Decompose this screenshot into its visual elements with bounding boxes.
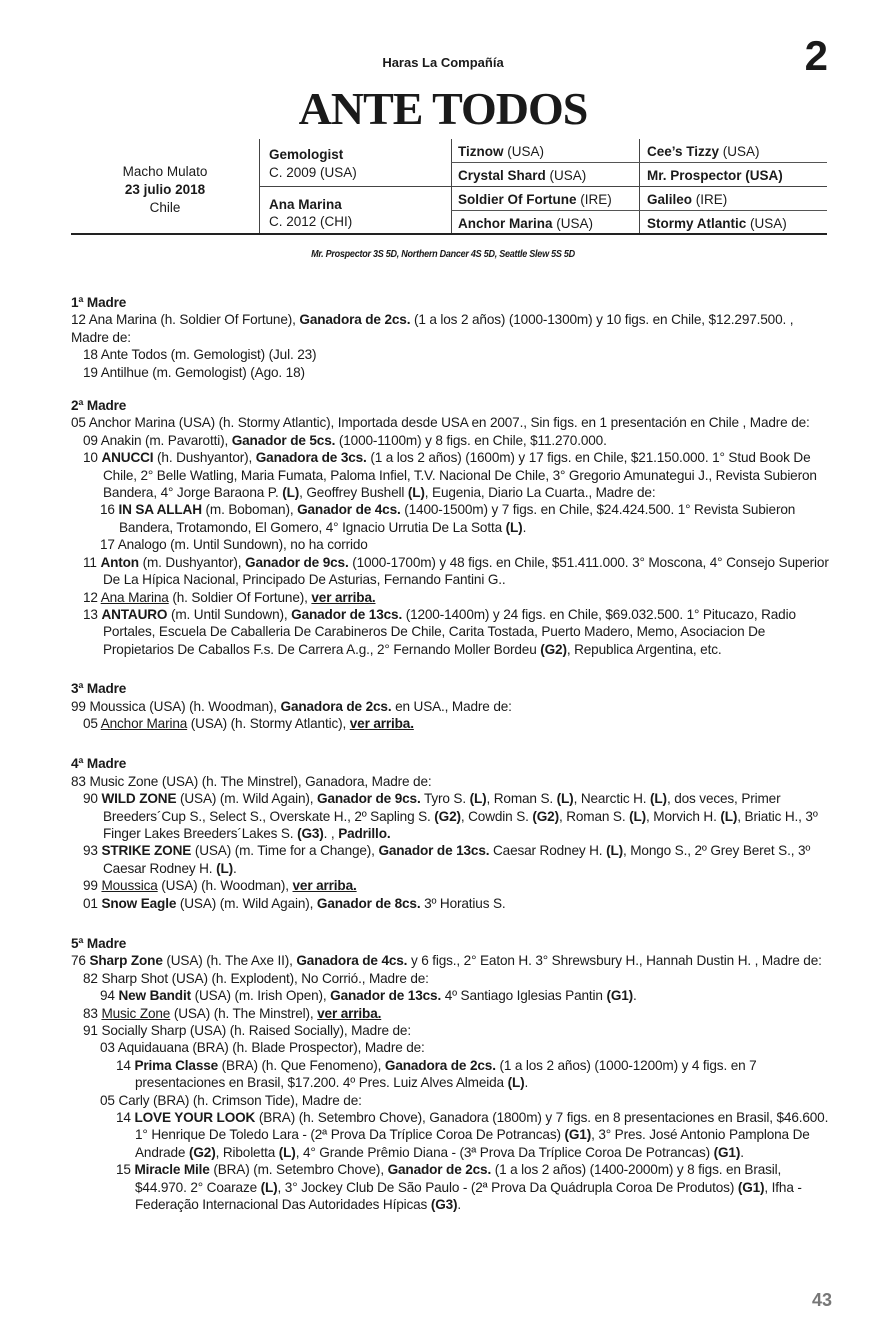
second-dam-section: 2ª Madre 05 Anchor Marina (USA) (h. Stormy Atlantic), Importada desde USA en 2007., Sin figs. en 1 presentación en Chile , Madre de: 09 Anakin (m. Pavarotti), Ganador de 5cs. (1000-1100m) y 8 figs. en Chile, $11.270.000. 10 ANUCCI (h. Dushyantor), Ganadora de 3cs. (1 a los 2 años) (1600m) y 17 figs. en Chile, $21.150.000. 1° Stud Book De Chile, 2° Belle Watling, Maria Fumata, Paloma Infiel, T.V. Nacional De Chile, 3° Gregorio Amunategui J., Revista Subieron Bandera, 4° Jorge Baraona P. (L), Geoffrey Bushell (L), Eugenia, Diario La Cuarta., Madre de: 16 IN SA ALLAH (m. Boboman), Ganador de 4cs. (1400-1500m) y 7 figs. en Chile, $24.424.500. 1° Revista Subieron Bandera, Trotamondo, El Gomero, 4° Ignacio Urrutia De La Sotta (L). 17 Analogo (m. Until Sundown), no ha corrido 11 Anton (m. Dushyantor), Ganador de 9cs. (1000-1700m) y 48 figs. en Chile, $51.411.000. 3° Moscona, 4° Consejo Superior De La Hípica Nacional, Principado De Asturias, Fernando Fantini G.. 12 Ana Marina (h. Soldier Of Fortune), ver arriba. 13 ANTAURO (m. Until Sundown), Ganador de 13cs. (1200-1400m) y 24 figs. en Chile, $69.032.500. 1° Pitucazo, Radio Portales, Escuela De Caballeria De Carabineros De Chile, Carita Tostada, Puerto Madero, Memo, Asociacion De Propietarios De Caballos F.s. De Carrera A.g., 2° Fernando Moller Bordeu (G2), Republica Argentina, etc. (71, 398, 829, 657)
produce-record (71, 294, 831, 1230)
pedigree-table: Macho Mulato 23 julio 2018 Chile Gemologist C. 2009 (USA) Ana Marina C. 2012 (CHI) Tiznow (USA) Crystal Shard (USA) Soldier Of Fortune (IRE) Anchor Marina (USA) Cee’s Tizzy (USA) Mr. Prospector (USA) Galileo (IRE) Stormy Atlantic (USA) (71, 139, 827, 235)
breeder-name: Haras La Compañía (382, 55, 504, 70)
page-number: 43 (811, 1290, 832, 1310)
subject-info: Macho Mulato 23 julio 2018 Chile (122, 164, 208, 215)
third-dam-section: 3ª Madre 99 Moussica (USA) (h. Woodman), Ganadora de 2cs. en USA., Madre de: 05 Anchor Marina (USA) (h. Stormy Atlantic), ver arriba. (71, 681, 512, 731)
fourth-dam-section: 4ª Madre 83 Music Zone (USA) (h. The Minstrel), Ganadora, Madre de: 90 WILD ZONE (USA) (m. Wild Again), Ganador de 9cs. Tyro S. (L), Roman S. (L), Nearctic H. (L), dos veces, Primer Breeders´Cup S., Select S., Overskate H., 2º Sapling S. (G2), Cowdin S. (G2), Roman S. (L), Morvich H. (L), Briatic H., 3º Finger Lakes Breeders´Lakes S. (G3). , Padrillo. 93 STRIKE ZONE (USA) (m. Time for a Change), Ganador de 13cs. Caesar Rodney H. (L), Mongo S., 2º Grey Beret S., 3º Caesar Rodney H. (L). 99 Moussica (USA) (h. Woodman), ver arriba. 01 Snow Eagle (USA) (m. Wild Again), Ganador de 8cs. 3º Horatius S. (71, 756, 818, 911)
first-dam-section: 1ª Madre 12 Ana Marina (h. Soldier Of Fortune), Ganadora de 2cs. (1 a los 2 años) (1000-1300m) y 10 figs. en Chile, $12.297.500. , Madre de: 18 Ante Todos (m. Gemologist) (Jul. 23) 19 Antilhue (m. Gemologist) (Ago. 18) (71, 295, 794, 380)
lot-number: 2 (804, 32, 828, 79)
sire-name: Gemologist (269, 147, 344, 162)
inbreeding-crosses: Mr. Prospector 3S 5D, Northern Dancer 4S 5D, Seattle Slew 5S 5D (311, 248, 575, 260)
sire-info: C. 2009 (USA) (269, 165, 357, 180)
dam-info: C. 2012 (CHI) (269, 214, 353, 229)
dam-name: Ana Marina (269, 197, 342, 212)
horse-name: ANTE TODOS (298, 83, 588, 134)
fifth-dam-section: 5ª Madre 76 Sharp Zone (USA) (h. The Axe II), Ganadora de 4cs. y 6 figs., 2° Eaton H. 3° Shrewsbury H., Hannah Dustin H. , Madre de: 82 Sharp Shot (USA) (h. Explodent), No Corrió., Madre de: 94 New Bandit (USA) (m. Irish Open), Ganador de 13cs. 4º Santiago Iglesias Pantin (G1). 83 Music Zone (USA) (h. The Minstrel), ver arriba. 91 Socially Sharp (USA) (h. Raised Socially), Madre de: 03 Aquidauana (BRA) (h. Blade Prospector), Madre de: 14 Prima Classe (BRA) (h. Que Fenomeno), Ganadora de 2cs. (1 a los 2 años) (1000-1200m) y 4 figs. en 7 presentaciones en Brasil, $17.200. 4º Pres. Luiz Alves Almeida (L). 05 Carly (BRA) (h. Crimson Tide), Madre de: 14 LOVE YOUR LOOK (BRA) (h. Setembro Chove), Ganadora (1800m) y 7 figs. en 8 presentaciones en Brasil, $46.600. 1° Henrique De Toledo Lara - (2ª Prova Da Tríplice Coroa De Potrancas) (G1), 3° Pres. José Antonio Pamplona De Andrade (G2), Riboletta (L), 4° Grande Prêmio Diana - (3ª Prova Da Tríplice Coroa De Potrancas) (G1). 15 Miracle Mile (BRA) (m. Setembro Chove), Ganador de 2cs. (1 a los 2 años) (1400-2000m) y 8 figs. en Brasil, $44.970. 2° Coaraze (L), 3° Jockey Club De São Paulo - (2ª Prova Da Quádrupla Coroa De Produtos) (G1), Ifha - Federação Internacional Das Autoridades Hípicas (G3). (71, 936, 829, 1213)
